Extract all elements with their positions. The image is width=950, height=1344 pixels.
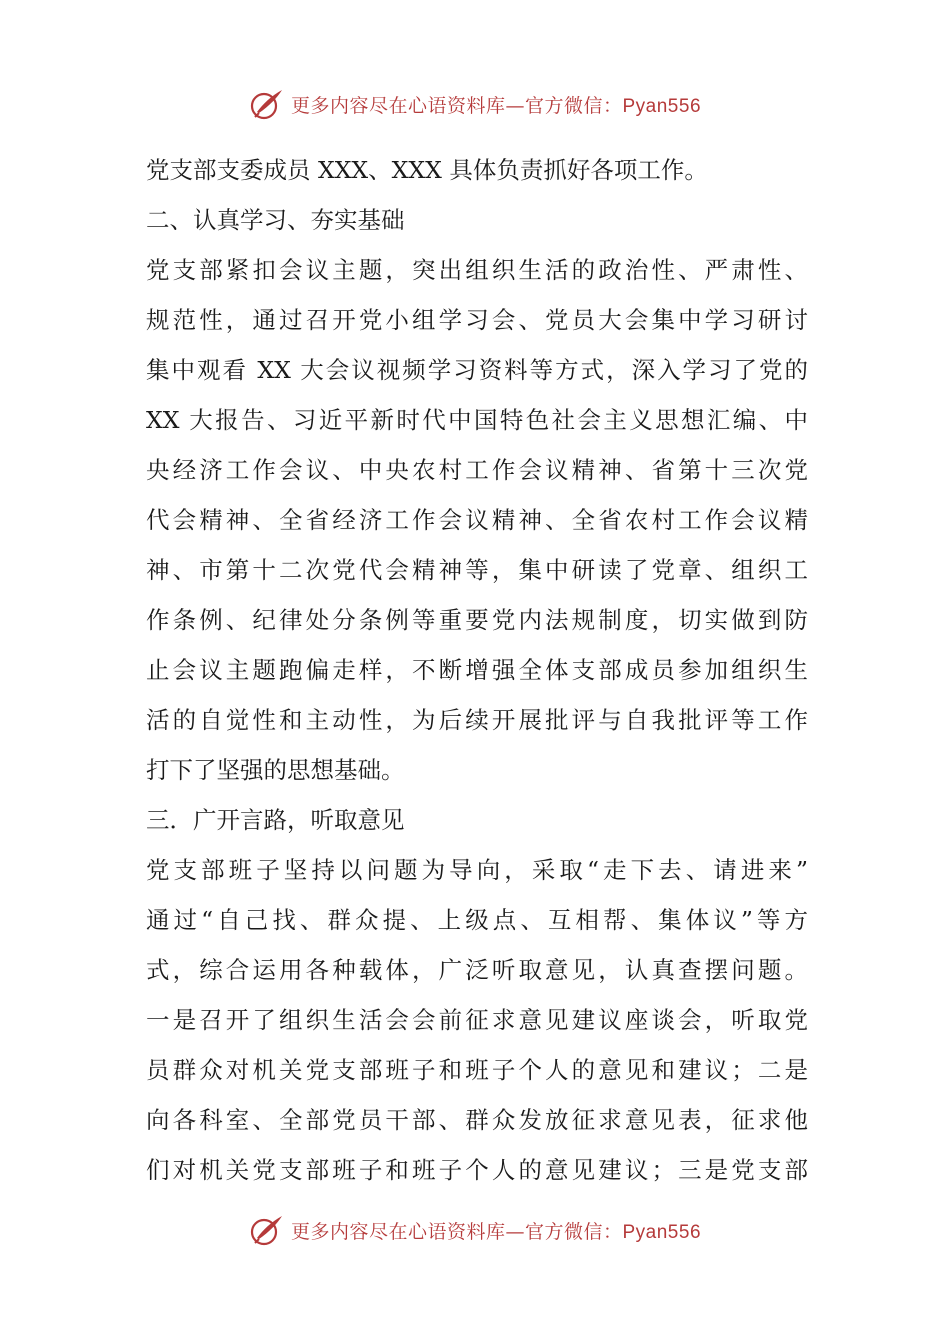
text-line: 集中观看 XX 大会议视频学习资料等方式，深入学习了党的 [146,356,808,384]
text-line: 止会议主题跑偏走样，不断增强全体支部成员参加组织生 [146,656,808,684]
text-line: XX 大报告、习近平新时代中国特色社会主义思想汇编、中 [146,406,808,434]
text-line: 一是召开了组织生活会会前征求意见建议座谈会，听取党 [146,1006,808,1034]
text-line: 向各科室、全部党员干部、群众发放征求意见表，征求他 [146,1106,808,1134]
text-line: 规范性，通过召开党小组学习会、党员大会集中学习研讨 [146,306,808,334]
document-body [146,145,808,1195]
watermark-text: 更多内容尽在心语资料库—官方微信：Pyan556 [290,1220,702,1243]
text-line: 通过“自己找、群众提、上级点、互相帮、集体议”等方 [146,906,808,934]
text-line: 员群众对机关党支部班子和班子个人的意见和建议；二是 [146,1056,808,1084]
text-line: 作条例、纪律处分条例等重要党内法规制度，切实做到防 [146,606,808,634]
text-line: 神、市第十二次党代会精神等，集中研读了党章、组织工 [146,556,808,584]
text-line: 三．广开言路，听取意见 [146,806,405,834]
watermark-text: 更多内容尽在心语资料库—官方微信：Pyan556 [290,94,702,117]
text-line: 二、认真学习、夯实基础 [146,206,405,234]
text-line: 代会精神、全省经济工作会议精神、全省农村工作会议精 [146,506,808,534]
text-line: 党支部班子坚持以问题为导向，采取“走下去、请进来” [146,856,808,884]
text-line: 式，综合运用各种载体，广泛听取意见，认真查摆问题。 [146,956,808,984]
quill-pen-logo-icon [249,1212,285,1248]
quill-pen-logo-icon [249,86,285,122]
text-line: 打下了坚强的思想基础。 [146,756,405,784]
footer-watermark [0,1208,950,1252]
text-line: 活的自觉性和主动性，为后续开展批评与自我批评等工作 [146,706,808,734]
text-line: 党支部紧扣会议主题，突出组织生活的政治性、严肃性、 [146,256,808,284]
header-watermark [0,82,950,126]
text-line: 党支部支委成员 XXX、XXX 具体负责抓好各项工作。 [146,156,708,184]
text-line: 们对机关党支部班子和班子个人的意见建议；三是党支部 [146,1156,808,1184]
text-line: 央经济工作会议、中央农村工作会议精神、省第十三次党 [146,456,808,484]
